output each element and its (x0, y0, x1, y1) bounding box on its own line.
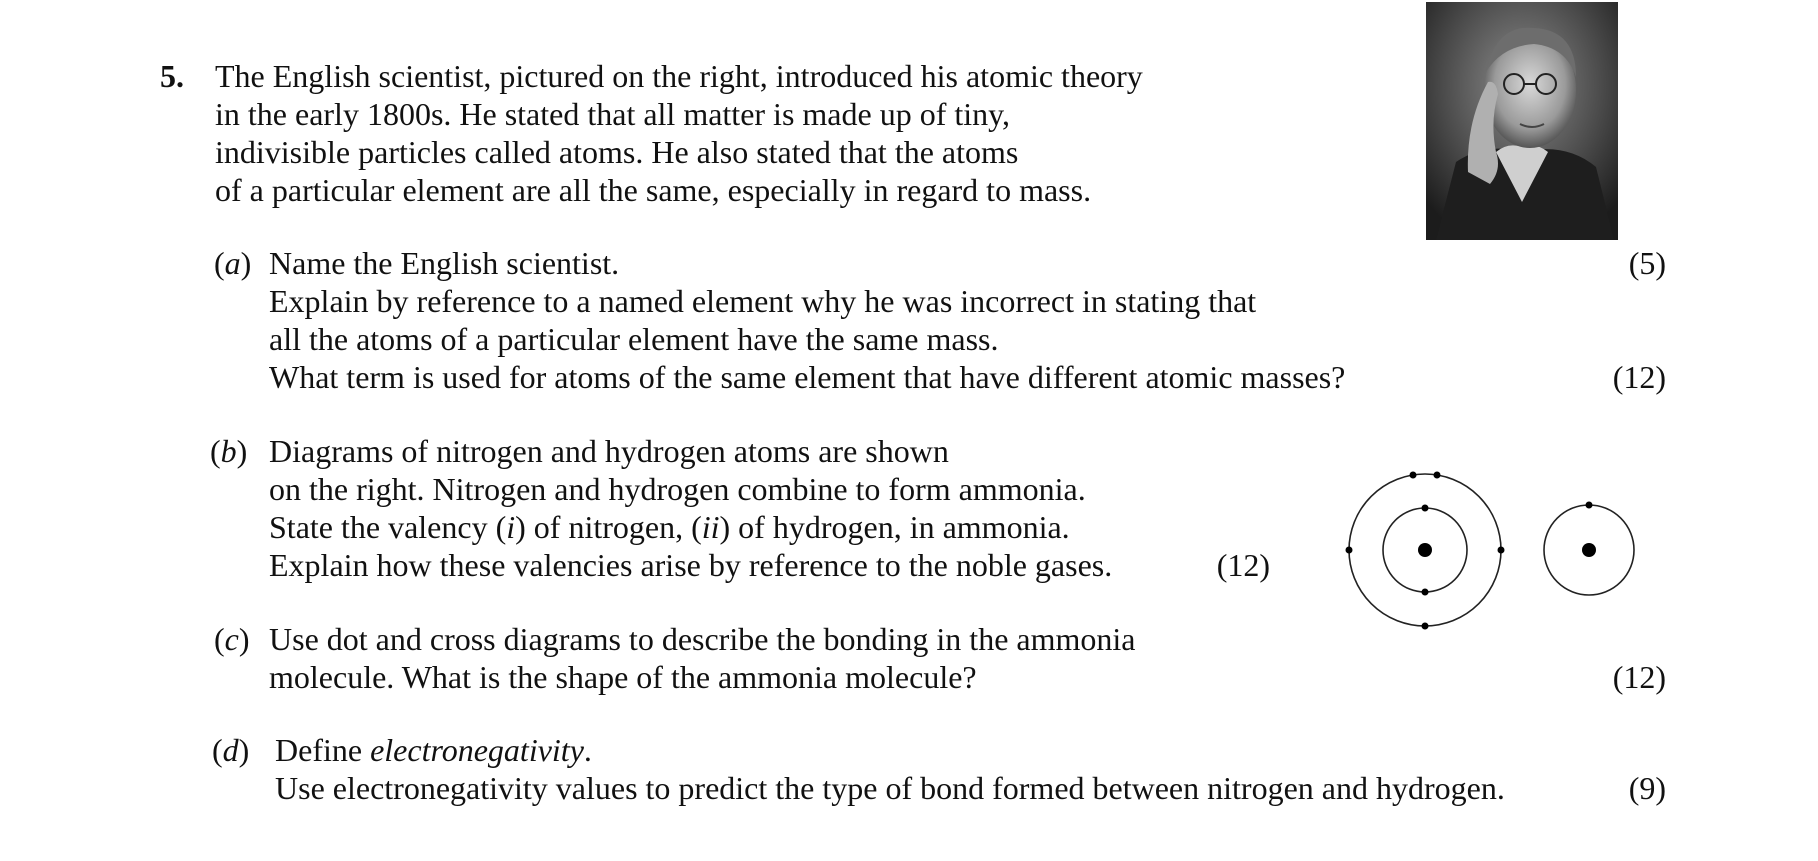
hydrogen-atom-diagram (1544, 502, 1634, 596)
part-d-line-1: Define electronegativity. (275, 732, 592, 768)
part-d-marks: (9) (1628, 770, 1666, 806)
part-c-line-2: molecule. What is the shape of the ammonia molecule? (269, 659, 977, 695)
part-c-marks: (12) (1612, 659, 1666, 695)
part-a-marks-1: (5) (1628, 245, 1666, 281)
part-c-line-1: Use dot and cross diagrams to describe the bonding in the ammonia (269, 621, 1136, 657)
part-b-line-3: State the valency (i) of nitrogen, (ii) of hydrogen, in ammonia. (269, 509, 1070, 545)
part-a-line-1: Name the English scientist. (269, 245, 620, 281)
part-a-marks-2: (12) (1612, 359, 1666, 395)
intro-line-2: in the early 1800s. He stated that all matter is made up of tiny, (215, 96, 1011, 132)
part-d-label: (d) (212, 732, 250, 768)
part-a-line-3: all the atoms of a particular element have the same mass. (269, 321, 999, 357)
part-b-line-1: Diagrams of nitrogen and hydrogen atoms are shown (269, 433, 949, 469)
part-a-line-4: What term is used for atoms of the same element that have different atomic masses? (269, 359, 1346, 395)
part-b-marks: (12) (1216, 547, 1270, 583)
scientist-portrait (1426, 2, 1618, 240)
part-b-line-2: on the right. Nitrogen and hydrogen combine to form ammonia. (269, 471, 1086, 507)
atom-diagrams (1340, 468, 1640, 638)
part-b-label: (b) (210, 433, 248, 469)
part-a-line-2: Explain by reference to a named element why he was incorrect in stating that (269, 283, 1257, 319)
question-number: 5. (160, 58, 184, 94)
intro-line-4: of a particular element are all the same, especially in regard to mass. (215, 172, 1092, 208)
part-b-line-4: Explain how these valencies arise by reference to the noble gases. (269, 547, 1113, 583)
intro-line-1: The English scientist, pictured on the right, introduced his atomic theory (215, 58, 1143, 94)
part-c-label: (c) (214, 621, 250, 657)
part-d-line-2: Use electronegativity values to predict the type of bond formed between nitrogen and hydrogen. (275, 770, 1505, 806)
intro-line-3: indivisible particles called atoms. He also stated that the atoms (215, 134, 1019, 170)
part-a-label: (a) (214, 245, 252, 281)
nitrogen-atom-diagram (1346, 472, 1505, 630)
